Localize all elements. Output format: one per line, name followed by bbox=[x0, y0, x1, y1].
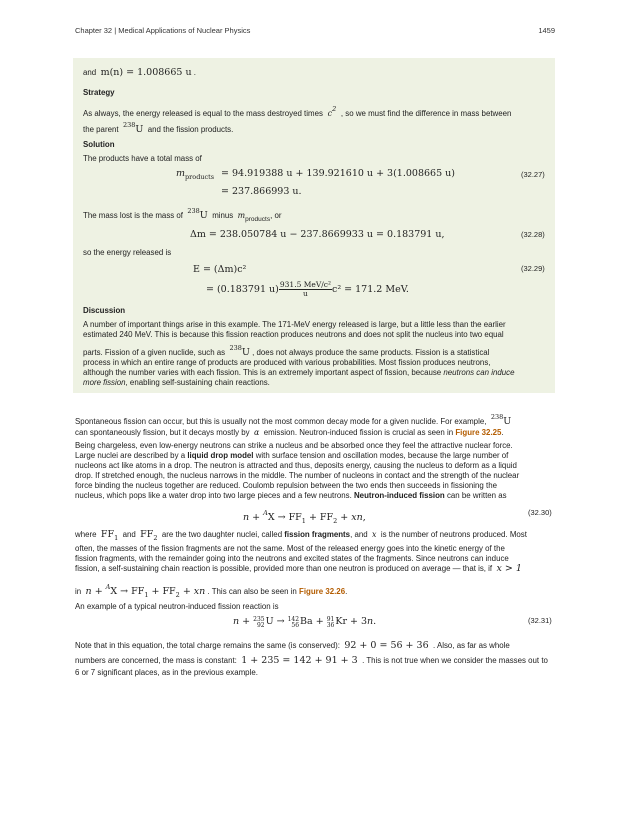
p1-line-8: nucleus, which pops like a water drop into two large pieces and a few neutrons. Neutron-induced fission can be written as bbox=[75, 491, 507, 500]
solution-text: The products have a total mass of bbox=[83, 154, 202, 163]
eq27-line2: = 237.866993 u. bbox=[221, 186, 302, 197]
example-box bbox=[73, 58, 555, 393]
strategy-line-1: As always, the energy released is equal to the mass destroyed times $c^2$ , so we must find the difference in mass between bbox=[83, 105, 512, 118]
eq31: n + 235 92U → 142 56Ba + 91 36Kr + 3n. bbox=[233, 616, 377, 629]
strategy-heading: Strategy bbox=[83, 88, 115, 97]
page-number: 1459 bbox=[538, 26, 555, 35]
p1-line-4: Large nuclei are described by a liquid drop model with surface tension and oscillation modes, because the large number of bbox=[75, 451, 509, 460]
eq27-lhs: $m_{products}$ bbox=[176, 168, 215, 181]
eq30-number: (32.30) bbox=[528, 508, 552, 517]
eq28: Δm = 238.050784 u − 237.8669933 u = 0.183791 u, bbox=[190, 229, 445, 240]
running-header-chapter: Chapter 32 | Medical Applications of Nuclear Physics bbox=[75, 26, 251, 35]
figure-32-26-link[interactable]: Figure 32.26 bbox=[299, 587, 346, 596]
mass-lost-line: The mass lost is the mass of $^{238}$U minus $m_{products}$, or bbox=[83, 207, 282, 223]
eq29-number: (32.29) bbox=[521, 264, 545, 273]
eq27-number: (32.27) bbox=[521, 170, 545, 179]
p4-line-3: 6 or 7 significant places, as in the previous example. bbox=[75, 668, 258, 677]
discussion-line-5: although the number varies with each fission. This is an extremely important aspect of fission, because neutrons can induce bbox=[83, 368, 515, 377]
eq28-number: (32.28) bbox=[521, 230, 545, 239]
eq29-line1: E = (Δm)c² bbox=[193, 264, 247, 275]
solution-heading: Solution bbox=[83, 140, 115, 149]
neutron-mass: m(n) = 1.008665 u bbox=[100, 67, 192, 78]
strategy-line-2: the parent $^{238}$U and the fission products. bbox=[83, 121, 234, 135]
discussion-line-4: process in which an entire range of products are produced with various probabilities. Most fission produces neutrons, bbox=[83, 358, 491, 367]
discussion-line-6: more fission, enabling self-sustaining chain reactions. bbox=[83, 378, 270, 387]
p4-line-2: numbers are concerned, the mass is constant: 1 + 235 = 142 + 91 + 3 . This is not true when we consider the masses out to bbox=[75, 655, 548, 666]
p2-line-3: fission fragments, with the remainder going into the neutrons and excited states of the fragments. Since neutrons can induce bbox=[75, 554, 509, 563]
p2-line-1: where $FF_1$ and $FF_2$ are the two daughter nuclei, called fission fragments, and x is the number of neutrons produced. Most bbox=[75, 529, 527, 542]
p2-line-4: fission, a self-sustaining chain reaction is possible, provided more than one neutron is produced on average — that is, if x > 1 bbox=[75, 563, 522, 574]
eq30: $n + ^AX \to FF_1 + FF_2$ + xn, bbox=[243, 509, 366, 525]
p1-line-7: force binding the nucleus together are reduced. Coulomb repulsion between the two ends then succeeds in fissioning the bbox=[75, 481, 497, 490]
p1-line-1: Spontaneous fission can occur, but this is usually not the most common decay mode for a given nuclide. For example, $^{238}$U bbox=[75, 413, 512, 427]
discussion-heading: Discussion bbox=[83, 306, 126, 315]
discussion-line-2: estimated 240 MeV. This is because this fission reaction produces neutrons and does not split the nucleus into two equal bbox=[83, 330, 504, 339]
figure-32-25-link[interactable]: Figure 32.25 bbox=[455, 428, 502, 437]
p3: An example of a typical neutron-induced fission reaction is bbox=[75, 602, 279, 611]
p1-line-3: Being chargeless, even low-energy neutrons can strike a nucleus and be absorbed once they feel the attractive nuclear force. bbox=[75, 441, 513, 450]
p2-line-2: often, the masses of the fission fragments are not the same. Most of the released energy goes into the kinetic energy of the bbox=[75, 544, 505, 553]
discussion-line-3: parts. Fission of a given nuclide, such as $^{238}$U , does not always produce the same products. Fission is a statistical bbox=[83, 344, 490, 358]
eq29-line2: = (0.183791 u) $\frac{\text{931.5 MeV/c²}}{u}$ c² = 171.2 MeV. bbox=[206, 280, 409, 298]
p1-line-6: drop. If stretched enough, the nucleus narrows in the middle. The number of nucleons in contact and the strength of the nuclear bbox=[75, 471, 520, 480]
p1-line-5: nucleons act like atoms in a drop. The neutron is attracted and thus, deposits energy, causing the nucleus to deform as a liquid bbox=[75, 461, 517, 470]
eq31-number: (32.31) bbox=[528, 616, 552, 625]
p4-line-1: Note that in this equation, the total charge remains the same (is conserved): 92 + 0 = 56 + 36 . Also, as far as whole bbox=[75, 640, 510, 651]
p2-line-5: in $n + ^AX \to FF_1 + FF_2$ + xn . This can also be seen in Figure 32.26. bbox=[75, 583, 348, 599]
p1-line-2: can spontaneously fission, but it decays mostly by α emission. Neutron-induced fission is crucial as seen in Figure 32.25. bbox=[75, 428, 504, 437]
energy-text: so the energy released is bbox=[83, 248, 172, 257]
intro-line: and m(n) = 1.008665 u . bbox=[83, 67, 196, 78]
discussion-line-1: A number of important things arise in this example. The 171-MeV energy released is large, but a little less than the earlier bbox=[83, 320, 506, 329]
eq27-line1: = 94.919388 u + 139.921610 u + 3(1.008665 u) bbox=[221, 168, 455, 179]
